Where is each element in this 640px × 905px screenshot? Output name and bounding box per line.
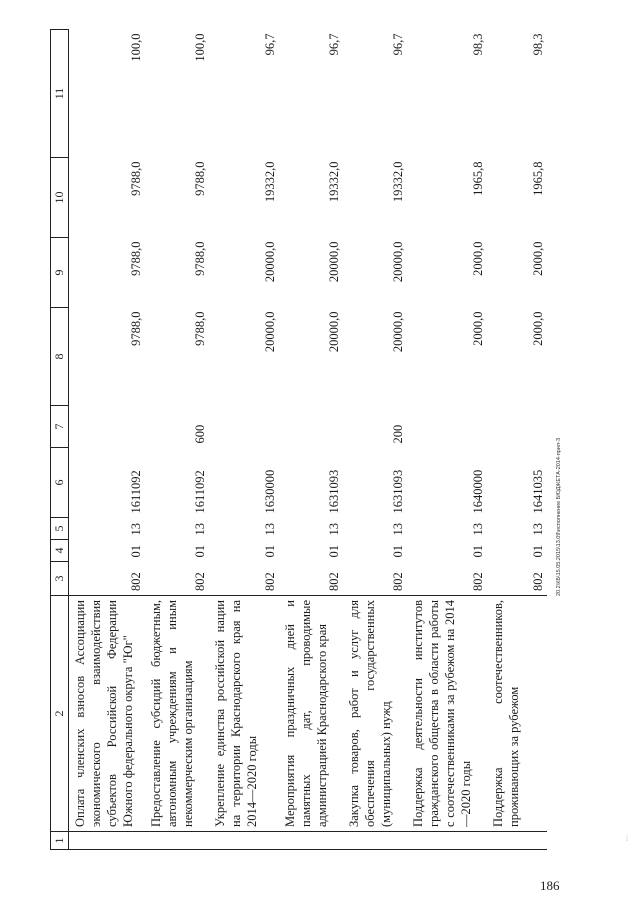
col9-value: 9788,0 [129,241,144,276]
rz-code: 01 [531,545,546,558]
table-row [145,30,209,850]
vr-code [487,406,547,448]
col10-value: 19332,0 [263,161,278,203]
ved-code: 802 [129,572,144,591]
col-header: 7 [51,406,69,448]
pr-code: 13 [327,523,342,536]
row-name: Поддержка соотечественников, проживающих за рубежом [487,596,547,832]
col8-value: 20000,0 [391,311,406,353]
ved-code: 802 [193,572,208,591]
col-header: 1 [51,832,69,850]
col11-value: 100,0 [193,33,208,62]
pr-code: 13 [263,523,278,536]
col11-value: 96,7 [263,33,278,56]
pr-code: 13 [391,523,406,536]
row-index-cell [145,832,209,850]
table-row [343,30,407,850]
rz-code: 01 [263,545,278,558]
col11-value: 96,7 [327,33,342,56]
row-index-cell [407,832,487,850]
pr-code: 13 [193,523,208,536]
col10-value: 19332,0 [391,161,406,203]
col-header: 6 [51,448,69,518]
col-header: 3 [51,562,69,596]
rz-code: 01 [471,545,486,558]
col8-value: 20000,0 [327,311,342,353]
col-header: 11 [51,30,69,158]
col11-value: 100,0 [129,33,144,62]
vr-code: 600 [193,424,208,444]
csr-code: 1630000 [263,469,278,514]
col-header: 10 [51,158,69,238]
col8-value: 2000,0 [531,311,546,346]
col10-value: 9788,0 [129,161,144,196]
col-header: 2 [51,596,69,832]
vr-code: 200 [391,424,406,444]
col8-value: 9788,0 [129,311,144,346]
table-row [69,30,146,850]
ved-code: 802 [327,572,342,591]
col10-value: 19332,0 [327,161,342,203]
pr-code: 13 [531,523,546,536]
page-number: 186 [540,878,560,893]
budget-table [50,29,547,850]
vr-code [69,406,146,448]
row-name: Укрепление единства российской нации на территории Краснодарского края на 2014—2020 годы [209,596,279,832]
col10-value: 9788,0 [193,161,208,196]
col9-value: 20000,0 [327,241,342,283]
ved-code: 802 [471,572,486,591]
table-header-row [51,30,69,850]
table-row [209,30,279,850]
col11-value: 96,7 [391,33,406,56]
col8-value: 2000,0 [471,311,486,346]
row-name: Предоставление субсидий бюджетным, автономным учреждениям и иным некоммерческим организациям [145,596,209,832]
csr-code: 1640000 [471,469,486,514]
rz-code: 01 [327,545,342,558]
rz-code: 01 [129,545,144,558]
col9-value: 20000,0 [263,241,278,283]
table-row [407,30,487,850]
col11-value: 98,3 [531,33,546,56]
col9-value: 2000,0 [471,241,486,276]
col8-value: 20000,0 [263,311,278,353]
csr-code: 1611092 [129,470,144,514]
ved-code: 802 [391,572,406,591]
col9-value: 20000,0 [391,241,406,283]
table-row [487,30,547,850]
col10-value: 1965,8 [471,161,486,196]
pr-code: 13 [129,523,144,536]
col9-value: 9788,0 [193,241,208,276]
col-header: 4 [51,540,69,562]
col-header: 8 [51,308,69,406]
pr-code: 13 [471,523,486,536]
file-path-footer: 20.2\КБ\15.05.2015\13.09\исполнение БЮДЖЕТА-2014-прил-3 [556,437,562,596]
row-name: Закупка товаров, работ и услуг для обеспечения государственных (муниципальных) нужд [343,596,407,832]
rz-code: 01 [391,545,406,558]
ved-code: 802 [263,572,278,591]
row-index-cell [209,832,279,850]
vr-code [209,406,279,448]
row-index-cell [343,832,407,850]
vr-code [279,406,343,448]
csr-code: 1631093 [327,469,342,514]
col8-value: 9788,0 [193,311,208,346]
csr-code: 1611092 [193,470,208,514]
col11-value: 98,3 [471,33,486,56]
row-index-cell [487,832,547,850]
table-row [279,30,343,850]
row-index-cell [279,832,343,850]
row-name: Поддержка деятельности институтов гражданского общества в области работы с соотечественниками за рубежом на 2014—2020 годы [407,596,487,832]
col9-value: 2000,0 [531,241,546,276]
vr-code [407,406,487,448]
row-name: Мероприятия праздничных дней и памятных дат, проводимые администрацией Краснодарского края [279,596,343,832]
csr-code: 1631093 [391,469,406,514]
rz-code: 01 [193,545,208,558]
col-header: 9 [51,238,69,308]
margin-mark: ⁞ [626,836,628,843]
ved-code: 802 [531,572,546,591]
rotated-page-content [50,30,590,850]
col-header: 5 [51,518,69,540]
row-index-cell [69,832,146,850]
row-name: Оплата членских взносов Ассоциации экономического взаимодействия субъектов Российской Федерации Южного федерального округа "Юг" [69,596,146,832]
csr-code: 1641035 [531,469,546,514]
col10-value: 1965,8 [531,161,546,196]
